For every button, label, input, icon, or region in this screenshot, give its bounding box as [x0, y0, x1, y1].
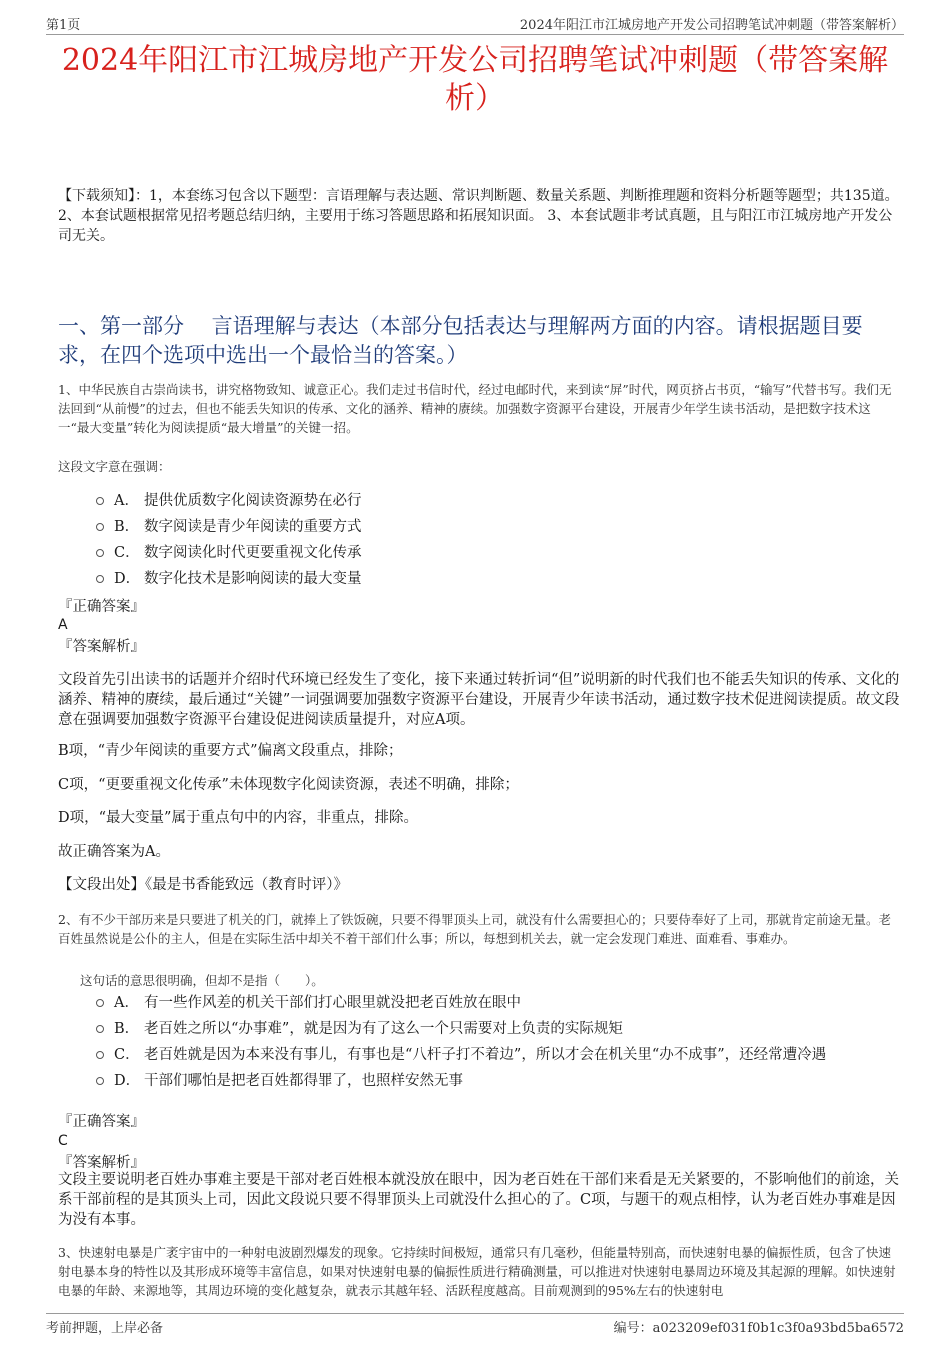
q1-source: 【文段出处】《最是书香能致远（教育时评）》: [58, 877, 348, 893]
q2-option-c[interactable]: C． 老百姓就是因为本来没有事儿，有事也是“八杆子打不着边”，所以才会在机关里“办不成事”，还经常遭冷遇: [96, 1042, 910, 1068]
radio-icon[interactable]: [96, 497, 104, 505]
q2-option-d[interactable]: D． 干部们哪怕是把老百姓都得罪了，也照样安然无事: [96, 1068, 910, 1094]
q1-analysis-c: C项，“更要重视文化传承”未体现数字化阅读资源，表述不明确，排除；: [58, 777, 519, 793]
footer-doc-id: 编号：a023209ef031f0b1c3f0a93bd5ba6572: [613, 1321, 904, 1336]
q2-option-b[interactable]: B． 老百姓之所以“办事难”，就是因为有了这么一个只需要对上负责的实际规矩: [96, 1016, 910, 1042]
q1-options: [96, 488, 910, 592]
q2-answer-label: 『正确答案』: [58, 1114, 145, 1130]
q1-stem: 1、中华民族自古崇尚读书，讲究格物致知、诚意正心。我们走过书信时代，经过电邮时代，来到读“屏”时代，网页挤占书页，“输写”代替书写。我们无法回到“从前慢”的过去，但也不能丢失知识的传承、文化的涵养、精神的赓续。加强数字资源平台建设，开展青少年学生读书活动，是把数字技术这一“最大变量”转化为阅读提质“最大增量”的关键一招。: [58, 382, 892, 435]
q1-answer-label: 『正确答案』: [58, 599, 145, 615]
q1-option-b[interactable]: B． 数字阅读是青少年阅读的重要方式: [96, 514, 910, 540]
radio-icon[interactable]: [96, 999, 104, 1007]
page-number: 第1页: [46, 18, 81, 33]
page-footer: [46, 1313, 904, 1336]
q2-analysis: 文段主要说明老百姓办事难主要是干部对老百姓根本就没放在眼中，因为老百姓在干部们来看是无关紧要的，不影响他们的前途，关系干部前程的是其顶头上司，因此文段说只要不得罪顶头上司就没什么担心的了。C项，与题干的观点相悖，认为老百姓办事难是因为没有本事。: [58, 1172, 899, 1228]
q2-option-a[interactable]: A． 有一些作风差的机关干部们打心眼里就没把老百姓放在眼中: [96, 990, 910, 1016]
q1-analysis-d: D项，“最大变量”属于重点句中的内容，非重点，排除。: [58, 810, 418, 826]
radio-icon[interactable]: [96, 523, 104, 531]
q2-stem: 2、有不少干部历来是只要进了机关的门，就捧上了铁饭碗，只要不得罪顶头上司，就没有什么需要担心的；只要侍奉好了上司，那就肯定前途无量。老百姓虽然说是公仆的主人，但是在实际生活中却关不着干部们什么事；所以，每想到机关去，就一定会发现门难进、面难看、事难办。: [58, 912, 891, 946]
section-heading: 一、第一部分 言语理解与表达（本部分包括表达与理解两方面的内容。请根据题目要求，在四个选项中选出一个最恰当的答案。）: [58, 314, 863, 367]
q1-analysis-b: B项，“青少年阅读的重要方式”偏离文段重点，排除；: [58, 743, 403, 759]
q2-analysis-label: 『答案解析』: [58, 1155, 145, 1171]
q1-prompt: 这段文字意在强调：: [58, 459, 171, 474]
header-doc-title: 2024年阳江市江城房地产开发公司招聘笔试冲刺题（带答案解析）: [519, 18, 904, 33]
q3-stem: 3、快速射电暴是广袤宇宙中的一种射电波剧烈爆发的现象。它持续时间极短，通常只有几毫秒，但能量特别高，而快速射电暴的偏振性质，包含了快速射电暴本身的特性以及其形成环境等丰富信息，如果对快速射电暴的偏振性质进行精确测量，可以推进对快速射电暴周边环境及其起源的理解。如快速射电暴的年龄、来源地等，其周边环境的变化越复杂，就表示其越年轻、活跃程度越高。目前观测到的95%左右的快速射电: [58, 1245, 896, 1298]
radio-icon[interactable]: [96, 1077, 104, 1085]
q2-answer: C: [58, 1133, 68, 1149]
q1-analysis-label: 『答案解析』: [58, 639, 145, 655]
q1-option-d[interactable]: D． 数字化技术是影响阅读的最大变量: [96, 566, 910, 592]
radio-icon[interactable]: [96, 549, 104, 557]
footer-slogan: 考前押题，上岸必备: [46, 1321, 164, 1336]
radio-icon[interactable]: [96, 575, 104, 583]
radio-icon[interactable]: [96, 1051, 104, 1059]
q2-options: [96, 990, 910, 1094]
q1-option-a[interactable]: A． 提供优质数字化阅读资源势在必行: [96, 488, 910, 514]
q1-option-c[interactable]: C． 数字阅读化时代更要重视文化传承: [96, 540, 910, 566]
page-header: [46, 14, 904, 35]
q2-prompt: 这句话的意思很明确，但却不是指（ ）。: [80, 973, 324, 988]
q1-conclusion: 故正确答案为A。: [58, 844, 170, 860]
document-title: 2024年阳江市江城房地产开发公司招聘笔试冲刺题（带答案解析）: [61, 43, 889, 116]
q1-answer: A: [58, 617, 68, 633]
radio-icon[interactable]: [96, 1025, 104, 1033]
download-notice: 【下载须知】：1，本套练习包含以下题型：言语理解与表达题、常识判断题、数量关系题、判断推理题和资料分析题等题型；共135道。 2、本套试题根据常见招考题总结归纳，主要用于练习答题思路和拓展知识面。 3、本套试题非考试真题，且与阳江市江城房地产开发公司无关。: [58, 188, 899, 244]
q1-analysis-main: 文段首先引出读书的话题并介绍时代环境已经发生了变化，接下来通过转折词“但”说明新的时代我们也不能丢失知识的传承、文化的涵养、精神的赓续，最后通过“关键”一词强调要加强数字资源平台建设，开展青少年读书活动，通过数字技术促进阅读提质。故文段意在强调要加强数字资源平台建设促进阅读质量提升，对应A项。: [58, 672, 900, 728]
